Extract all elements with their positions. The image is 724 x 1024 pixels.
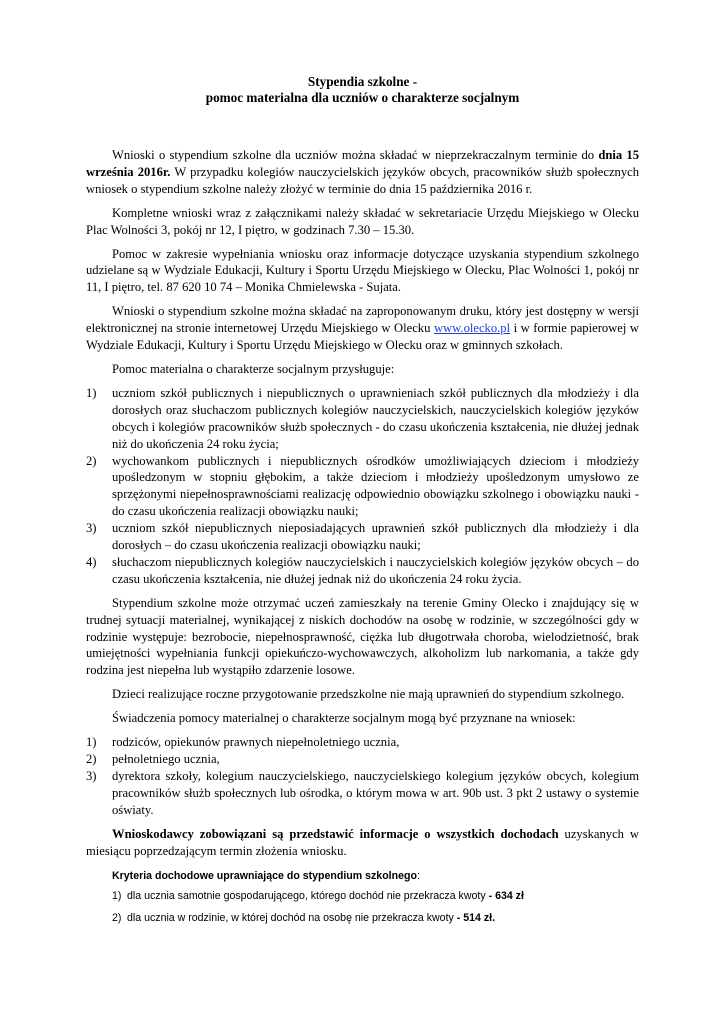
list-number: 2): [112, 912, 122, 925]
intro-text-before: Wnioski o stypendium szkolne dla uczniów można składać w nieprzekraczalnym terminie do: [112, 148, 599, 162]
criteria-heading-colon: :: [416, 870, 420, 883]
deadline-date: dnia 15 września 2016r.: [86, 148, 639, 179]
form-info-paragraph: [86, 303, 639, 354]
website-link[interactable]: www.olecko.pl: [433, 321, 511, 336]
list-number: 1): [112, 890, 122, 903]
list-item-text: uczniom szkół publicznych i niepublicznych o uprawnieniach szkół publicznych dla młodzieży i dla dorosłych oraz słuchaczom publicznych kolegiów nauczycielskich, nauczycielskich kolegiów języków obcych i kolegiów pracowników służb społecznych - do czasu ukończenia kształcenia, nie dłużej jednak niż do ukończenia 24 roku życia;: [112, 385, 639, 451]
document-title: [86, 74, 639, 106]
applicants-intro: Świadczenia pomocy materialnej o charakterze socjalnym mogą być przyznane na wniosek:: [112, 711, 576, 726]
form-info-after: i w formie papierowej w Wydziale Edukacji, Kultury i Sportu Urzędu Miejskiego w Olecku oraz w gminnych szkołach.: [86, 321, 639, 353]
list-item-text: słuchaczom niepublicznych kolegiów nauczycielskich i nauczycielskich kolegiów języków obcych – do czasu ukończenia kształcenia, nie dłużej jednak niż do ukończenia 24 roku życia.: [112, 554, 639, 586]
criteria-text: dla ucznia w rodzinie, w której dochód na osobę nie przekracza kwoty: [127, 912, 457, 925]
title-line-2: pomoc materialna dla uczniów o charakterze socjalnym: [205, 90, 520, 105]
list-item-text: pełnoletniego ucznia,: [112, 752, 220, 766]
list-item-text: rodziców, opiekunów prawnych niepełnoletniego ucznia,: [112, 735, 400, 750]
income-info-rest: uzyskanych w miesiącu poprzedzającym termin złożenia wniosku.: [86, 826, 639, 858]
income-info-bold: Wnioskodawcy zobowiązani są przedstawić informacje o wszystkich dochodach: [112, 826, 559, 841]
list-item: [86, 520, 639, 554]
help-info-paragraph: Pomoc w zakresie wypełniania wniosku oraz informacje dotyczące uzyskania stypendium szkolnego udzielane są w Wydziale Edukacji, Kultury i Sportu Urzędu Miejskiego w Olecku, Plac Wolności 1, pokój nr 11, I piętro, tel. 87 620 10 74 – Monika Chmielewska - Sujata.: [86, 246, 639, 295]
list-item: [86, 751, 639, 768]
criteria-heading-text: Kryteria dochodowe uprawniające do stypendium szkolnego: [112, 870, 417, 883]
criteria-amount: - 634 zł: [488, 890, 524, 903]
list-number: 2): [86, 752, 97, 766]
list-item-text: dyrektora szkoły, kolegium nauczycielskiego, nauczycielskiego kolegium języków obcych, kolegium pracowników służb społecznych lub ośrodka, o którym mowa w art. 90b ust. 3 pkt 2 ustawy o systemie oświaty.: [112, 768, 639, 817]
list-item: [86, 734, 639, 751]
list-item: [86, 385, 639, 453]
list-item: [86, 889, 639, 903]
list-item-text: wychowankom publicznych i niepublicznych ośrodków umożliwiających dzieciom i młodzieży upośledzonym w stopniu głębokim, a także dzieciom i młodzieży upośledzonym umysłowo ze sprzężonymi niepełnosprawnościami realizację odpowiednio obowiązku szkolnego i obowiązku nauki - do czasu ukończenia realizacji obowiązku nauki;: [112, 453, 639, 519]
criteria-text: dla ucznia samotnie gospodarującego, którego dochód nie przekracza kwoty: [127, 890, 489, 903]
intro-paragraph: [86, 147, 639, 198]
intro-text-after: W przypadku kolegiów nauczycielskich języków obcych, pracowników służb społecznych wniosek o stypendium szkolne należy złożyć w terminie do dnia 15 października 2016 r.: [86, 164, 640, 196]
list-item: [86, 554, 639, 588]
criteria-heading: [86, 869, 639, 883]
criteria-amount: - 514 zł.: [456, 912, 496, 925]
criteria-list: [86, 889, 639, 925]
list-number: 4): [86, 554, 97, 569]
income-info-paragraph: [86, 826, 639, 860]
list-number: 1): [86, 735, 97, 750]
preschool-note: Dzieci realizujące roczne przygotowanie przedszkolne nie mają uprawnień do stypendium szkolnego.: [112, 687, 625, 702]
title-line-1: Stypendia szkolne -: [307, 74, 418, 89]
form-info-before: Wnioski o stypendium szkolne można składać na zaproponowanym druku, który jest dostępny w wersji elektronicznej na stronie internetowej Urzędu Miejskiego w Olecku: [86, 304, 639, 336]
eligible-list: [86, 385, 639, 588]
list-number: 3): [86, 521, 97, 536]
document-page: [86, 74, 639, 933]
list-item: [86, 911, 639, 925]
submission-place-paragraph: Kompletne wnioski wraz z załącznikami należy składać w sekretariacie Urzędu Miejskiego w Olecku Plac Wolności 3, pokój nr 12, I piętro, w godzinach 7.30 – 15.30.: [86, 205, 639, 237]
conditions-paragraph: Stypendium szkolne może otrzymać uczeń zamieszkały na terenie Gminy Olecko i znajdujący się w trudnej sytuacji materialnej, wynikającej z niskich dochodów na osobę w rodzinie, w szczególności gdy w rodzinie występuje: bezrobocie, niepełnosprawność, ciężka lub długotrwała choroba, wielodzietność, brak umiejętności wypełniania funkcji opiekuńczo-wychowawczych, alkoholizm lub narkomania, a także gdy rodzina jest niepełna lub wystąpiło zdarzenie losowe.: [86, 595, 639, 678]
list-number: 2): [86, 453, 97, 468]
eligible-intro: Pomoc materialna o charakterze socjalnym przysługuje:: [112, 361, 395, 376]
list-number: 1): [86, 385, 97, 400]
list-item: [86, 768, 639, 819]
applicants-list: [86, 734, 639, 819]
list-item-text: uczniom szkół niepublicznych nieposiadających uprawnień szkół publicznych dla młodzieży i dla dorosłych – do czasu ukończenia realizacji obowiązku nauki;: [112, 521, 639, 553]
list-number: 3): [86, 768, 97, 783]
list-item: [86, 453, 639, 521]
